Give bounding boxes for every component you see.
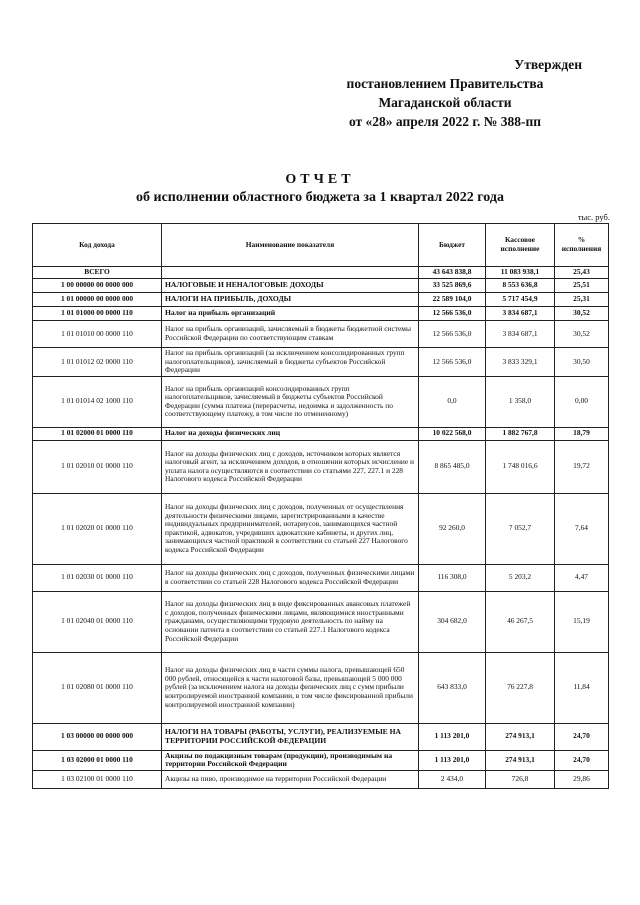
row-pct: 19,72: [555, 440, 609, 493]
row-code: 1 01 02040 01 0000 110: [33, 591, 162, 652]
table-row: [33, 652, 609, 723]
row-code: 1 01 01000 00 0000 110: [33, 307, 162, 321]
row-code: 1 01 01010 00 0000 110: [33, 321, 162, 348]
row-budget: 43 643 838,8: [419, 267, 486, 279]
approval-line-3: Магаданской области: [378, 95, 512, 110]
row-name: НАЛОГИ НА ТОВАРЫ (РАБОТЫ, УСЛУГИ), РЕАЛИЗУЕМЫЕ НА ТЕРРИТОРИИ РОССИЙСКОЙ ФЕДЕРАЦИИ: [162, 723, 419, 750]
row-pct: 0,00: [555, 376, 609, 427]
row-budget: 12 566 536,0: [419, 307, 486, 321]
row-exec: 46 267,5: [486, 591, 555, 652]
row-name: Налог на доходы физических лиц в части суммы налога, превышающей 650 000 рублей, относящейся к части налоговой базы, превышающей 5 000 000 рублей (за исключением налога на доходы физических лиц с сумм прибыли контролируемой иностранной компании, в том числе фиксированной прибыли контролируемой иностранной компании): [162, 652, 419, 723]
table-row: [33, 770, 609, 788]
row-name: НАЛОГИ НА ПРИБЫЛЬ, ДОХОДЫ: [162, 293, 419, 307]
row-pct: 29,86: [555, 770, 609, 788]
header-name: Наименование показателя: [162, 224, 419, 267]
table-row: [33, 591, 609, 652]
row-name: НАЛОГОВЫЕ И НЕНАЛОГОВЫЕ ДОХОДЫ: [162, 279, 419, 293]
row-pct: 25,43: [555, 267, 609, 279]
row-budget: 1 113 201,0: [419, 723, 486, 750]
header-exec: Кассовое исполнение: [486, 224, 555, 267]
approval-line-4: от «28» апреля 2022 г. № 388-пп: [348, 114, 542, 129]
table-row: [33, 493, 609, 564]
row-exec: 5 203,2: [486, 564, 555, 591]
table-row: [33, 376, 609, 427]
row-pct: 25,31: [555, 293, 609, 307]
row-code: 1 01 02020 01 0000 110: [33, 493, 162, 564]
row-name: Налог на прибыль организаций (за исключением консолидированных групп налогоплательщиков), зачисляемый в бюджеты субъектов Российской Федерации: [162, 348, 419, 377]
row-pct: 30,52: [555, 321, 609, 348]
row-exec: 274 913,1: [486, 723, 555, 750]
row-pct: 24,70: [555, 750, 609, 770]
row-exec: 3 834 687,1: [486, 321, 555, 348]
row-name: Налог на доходы физических лиц с доходов, полученных физическими лицами в соответствии со статьей 228 Налогового кодекса Российской Федерации: [162, 564, 419, 591]
row-budget: 12 566 536,0: [419, 348, 486, 377]
row-exec: 11 083 938,1: [486, 267, 555, 279]
row-name: Налог на доходы физических лиц с доходов, полученных от осуществления деятельности физическими лицами, зарегистрированными в качестве индивидуальных предпринимателей, нотариусов, занимающихся частной практикой, адвокатов, учредивших адвокатские кабинеты, и других лиц, занимающихся частной практикой в соответствии со статьей 227 Налогового кодекса Российской Федерации: [162, 493, 419, 564]
row-name: Акцизы на пиво, производимое на территории Российской Федерации: [162, 770, 419, 788]
header-code: Код дохода: [33, 224, 162, 267]
row-pct: 18,79: [555, 427, 609, 440]
row-pct: 30,50: [555, 348, 609, 377]
row-name: Налог на доходы физических лиц: [162, 427, 419, 440]
row-code: 1 03 02100 01 0000 110: [33, 770, 162, 788]
row-name: Налог на прибыль организаций консолидированных групп налогоплательщиков, зачисляемый в бюджеты субъектов Российской Федерации (сумма платежа (перерасчеты, недоимка и задолженность по соответствующему платежу, в том числе по отмененному): [162, 376, 419, 427]
row-code: ВСЕГО: [33, 267, 162, 279]
row-exec: 726,8: [486, 770, 555, 788]
table-row: [33, 750, 609, 770]
header-pct: % исполнения: [555, 224, 609, 267]
row-exec: 1 358,0: [486, 376, 555, 427]
row-name: Налог на прибыль организаций: [162, 307, 419, 321]
table-row: [33, 348, 609, 377]
table-row: [33, 279, 609, 293]
unit-label: тыс. руб.: [577, 212, 610, 222]
table-row: [33, 267, 609, 279]
row-budget: 22 589 104,0: [419, 293, 486, 307]
report-subtitle: об исполнении областного бюджета за 1 квартал 2022 года: [136, 190, 504, 205]
row-code: 1 01 00000 00 0000 000: [33, 293, 162, 307]
row-name: Налог на доходы физических лиц с доходов, источником которых является налоговый агент, за исключением доходов, в отношении которых исчисление и уплата налога осуществляются в соответствии со статьями 227, 227.1 и 228 Налогового кодекса Российской Федерации: [162, 440, 419, 493]
row-exec: 5 717 454,9: [486, 293, 555, 307]
row-name: Налог на доходы физических лиц в виде фиксированных авансовых платежей с доходов, полученных физическими лицами, являющимися иностранными гражданами, осуществляющими трудовую деятельность по найму на основании патента в соответствии со статьей 227.1 Налогового кодекса Российской Федерации: [162, 591, 419, 652]
row-budget: 10 022 568,0: [419, 427, 486, 440]
table-row: [33, 427, 609, 440]
table-row: [33, 440, 609, 493]
table-row: [33, 723, 609, 750]
budget-table: [32, 223, 609, 789]
table-row: [33, 293, 609, 307]
row-pct: 4,47: [555, 564, 609, 591]
row-pct: 24,70: [555, 723, 609, 750]
row-code: 1 01 02030 01 0000 110: [33, 564, 162, 591]
row-exec: 1 882 767,8: [486, 427, 555, 440]
row-pct: 25,51: [555, 279, 609, 293]
row-code: 1 03 00000 00 0000 000: [33, 723, 162, 750]
table-row: [33, 307, 609, 321]
row-pct: 11,84: [555, 652, 609, 723]
row-pct: 15,19: [555, 591, 609, 652]
row-budget: 92 260,0: [419, 493, 486, 564]
table-row: [33, 564, 609, 591]
approval-block: [300, 55, 590, 131]
row-budget: 8 865 485,0: [419, 440, 486, 493]
row-code: 1 01 02080 01 0000 110: [33, 652, 162, 723]
row-code: 1 01 02000 01 0000 110: [33, 427, 162, 440]
row-exec: 8 553 636,8: [486, 279, 555, 293]
table-row: [33, 321, 609, 348]
row-exec: 3 833 329,1: [486, 348, 555, 377]
row-exec: 3 834 687,1: [486, 307, 555, 321]
row-exec: 76 227,8: [486, 652, 555, 723]
row-code: 1 03 02000 01 0000 110: [33, 750, 162, 770]
row-name: Налог на прибыль организаций, зачисляемый в бюджеты бюджетной системы Российской Федерации по соответствующим ставкам: [162, 321, 419, 348]
header-budget: Бюджет: [419, 224, 486, 267]
row-pct: 30,52: [555, 307, 609, 321]
row-code: 1 00 00000 00 0000 000: [33, 279, 162, 293]
row-exec: 7 052,7: [486, 493, 555, 564]
report-title: ОТЧЕТ: [285, 172, 355, 187]
row-budget: 0,0: [419, 376, 486, 427]
approval-line-1: Утвержден: [514, 57, 582, 72]
row-pct: 7,64: [555, 493, 609, 564]
row-budget: 116 308,0: [419, 564, 486, 591]
row-code: 1 01 01012 02 0000 110: [33, 348, 162, 377]
row-name: [162, 267, 419, 279]
row-budget: 33 525 869,6: [419, 279, 486, 293]
row-code: 1 01 02010 01 0000 110: [33, 440, 162, 493]
row-budget: 643 833,0: [419, 652, 486, 723]
table-body: [33, 267, 609, 789]
row-exec: 1 748 016,6: [486, 440, 555, 493]
row-budget: 2 434,0: [419, 770, 486, 788]
row-budget: 12 566 536,0: [419, 321, 486, 348]
table-header-row: [33, 224, 609, 267]
approval-line-2: постановлением Правительства: [346, 76, 544, 91]
row-exec: 274 913,1: [486, 750, 555, 770]
row-budget: 1 113 201,0: [419, 750, 486, 770]
row-name: Акцизы по подакцизным товарам (продукции), производимым на территории Российской Федерации: [162, 750, 419, 770]
row-code: 1 01 01014 02 1000 110: [33, 376, 162, 427]
row-budget: 304 682,0: [419, 591, 486, 652]
